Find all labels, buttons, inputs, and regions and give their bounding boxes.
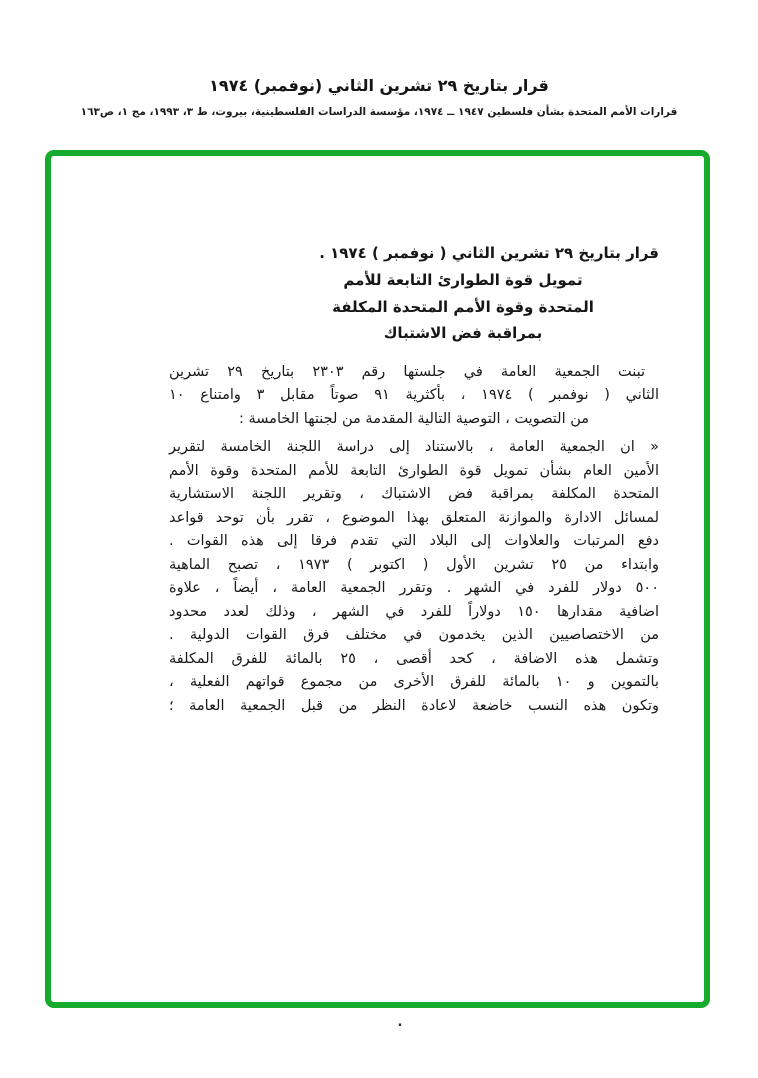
resolution-body [169, 361, 659, 719]
resolution-subtitle-line: المتحدة وقوة الأمم المتحدة المكلفة [332, 297, 594, 316]
green-border-frame [45, 150, 710, 1008]
page-header-source: قرارات الأمم المتحدة بشأن فلسطين ١٩٤٧ ــ ١٩٧٤، مؤسسة الدراسات الفلسطينية، بيروت، ط ٣، ١٩٩٣، مج ١، ص١٦٣ [80, 106, 678, 118]
resolution-subtitle-line: تمويل قوة الطوارئ التابعة للأمم [343, 271, 583, 289]
resolution-subtitle [297, 267, 629, 347]
resolution-paragraph: « ان الجمعية العامة ، بالاستناد إلى دراسة اللجنة الخامسة لتقرير الأمين العام بشأن تمويل قوة الطوارئ التابعة للأمم المتحدة وقوة الأمم المتحدة المكلفة بمراقبة فض الاشتباك ، وتقرير اللجنة الاستشارية لمسائل الادارة والموازنة المتعلق بهذا الموضوع ، تقرر بأن توحد قواعد دفع المرتبات والعلاوات إلى البلاد التي تقدم فرقا إلى هذه القوات . وابتداء من ٢٥ تشرين الأول ( اكتوبر ) ١٩٧٣ ، تصبح الماهية ٥٠٠ دولار للفرد في الشهر . وتقرر الجمعية العامة ، أيضاً ، علاوة اضافية مقدارها ١٥٠ دولاراً للفرد في الشهر ، وذلك لعدد محدود من الاختصاصيين الذين يخدمون في مختلف فرق القوات الدولية . وتشمل هذه الاضافة ، كحد أقصى ، ٢٥ بالمائة للفرق المكلفة بالتموين و ١٠ بالمائة للفرق الأخرى من مجموع قواتهم الفعلية ، وتكون هذه النسب خاضعة لاعادة النظر من قبل الجمعية العامة ؛ [169, 439, 660, 714]
resolution-title: قرار بتاريخ ٢٩ تشرين الثاني ( نوفمبر ) ١٩٧٤ . [319, 244, 659, 262]
resolution-text-block [169, 240, 659, 718]
page-footer-mark: . [397, 1015, 403, 1030]
resolution-paragraph: تبنت الجمعية العامة في جلستها رقم ٢٣٠٣ بتاريخ ٢٩ تشرين الثاني ( نوفمبر ) ١٩٧٤ ، بأكثرية ٩١ صوتاً مقابل ٣ وامتناع ١٠ من التصويت ، التوصية التالية المقدمة من لجنتها الخامسة : [169, 363, 659, 427]
resolution-subtitle-line: بمراقبة فض الاشتباك [383, 324, 543, 342]
page-header-title: قرار بتاريخ ٢٩ تشرين الثاني (نوفمبر) ١٩٧٤ [209, 76, 549, 95]
